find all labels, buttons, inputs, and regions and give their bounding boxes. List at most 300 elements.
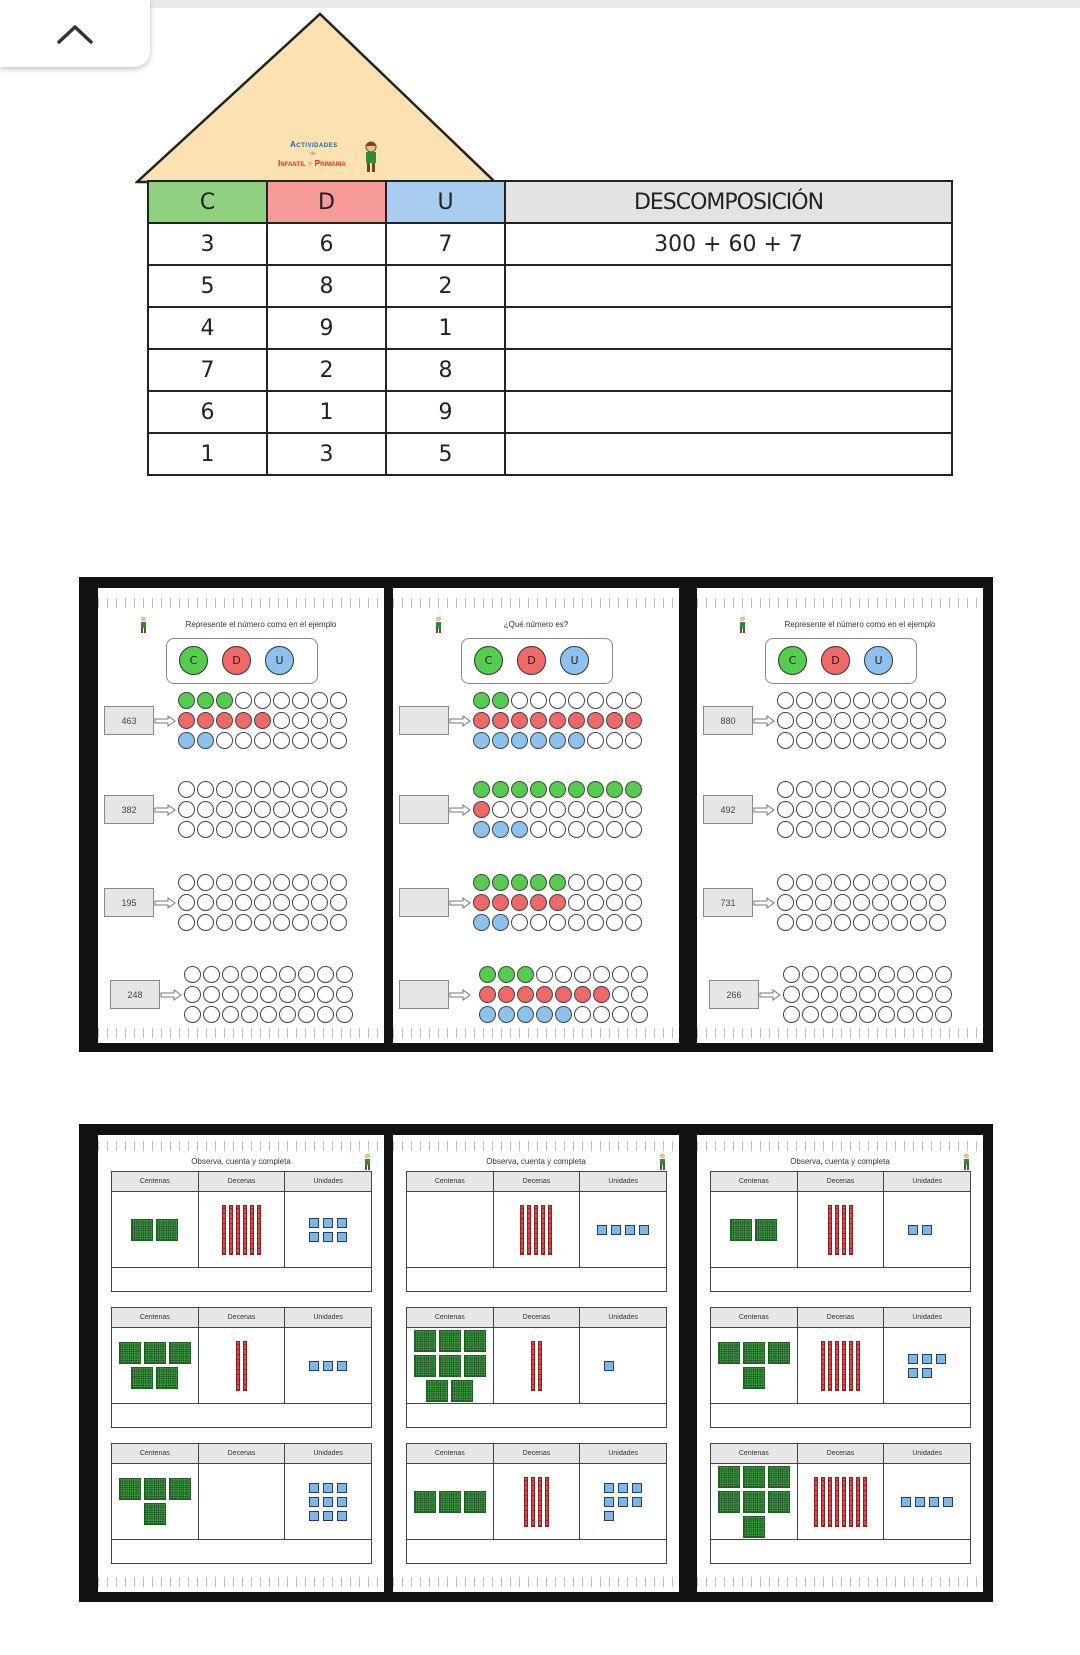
bead[interactable] — [891, 801, 908, 818]
bead[interactable] — [216, 801, 233, 818]
bead[interactable] — [260, 966, 277, 983]
bead[interactable] — [568, 914, 585, 931]
answer-cell[interactable] — [407, 1268, 667, 1292]
bead[interactable] — [612, 1006, 629, 1023]
bead[interactable] — [530, 781, 547, 798]
bead[interactable] — [216, 821, 233, 838]
bead[interactable] — [254, 894, 271, 911]
bead[interactable] — [197, 914, 214, 931]
bead[interactable] — [222, 966, 239, 983]
bead[interactable] — [625, 874, 642, 891]
bead[interactable] — [273, 894, 290, 911]
bead[interactable] — [222, 1006, 239, 1023]
bead[interactable] — [511, 874, 528, 891]
bead[interactable] — [834, 874, 851, 891]
bead[interactable] — [840, 986, 857, 1003]
bead[interactable] — [549, 821, 566, 838]
bead[interactable] — [235, 914, 252, 931]
bead[interactable] — [530, 692, 547, 709]
bead[interactable] — [549, 712, 566, 729]
bead[interactable] — [587, 801, 604, 818]
bead[interactable] — [292, 914, 309, 931]
bead[interactable] — [235, 874, 252, 891]
bead[interactable] — [241, 1006, 258, 1023]
bead[interactable] — [549, 894, 566, 911]
bead[interactable] — [273, 821, 290, 838]
bead[interactable] — [834, 712, 851, 729]
bead[interactable] — [777, 874, 794, 891]
bead[interactable] — [311, 692, 328, 709]
bead[interactable] — [815, 781, 832, 798]
bead[interactable] — [479, 966, 496, 983]
bead[interactable] — [859, 986, 876, 1003]
bead[interactable] — [549, 692, 566, 709]
bead[interactable] — [298, 986, 315, 1003]
bead[interactable] — [568, 781, 585, 798]
bead[interactable] — [834, 914, 851, 931]
bead[interactable] — [336, 966, 353, 983]
number-box[interactable]: 492 — [703, 795, 753, 824]
bead[interactable] — [178, 821, 195, 838]
bead[interactable] — [292, 801, 309, 818]
cell-descomposicion[interactable]: 300 + 60 + 7 — [505, 223, 952, 265]
bead[interactable] — [549, 874, 566, 891]
number-box[interactable] — [399, 706, 449, 735]
bead[interactable] — [536, 1006, 553, 1023]
bead[interactable] — [796, 732, 813, 749]
bead[interactable] — [802, 986, 819, 1003]
bead[interactable] — [197, 821, 214, 838]
bead[interactable] — [254, 712, 271, 729]
bead[interactable] — [197, 874, 214, 891]
bead[interactable] — [872, 874, 889, 891]
bead[interactable] — [511, 914, 528, 931]
bead[interactable] — [872, 781, 889, 798]
bead[interactable] — [872, 894, 889, 911]
bead[interactable] — [317, 966, 334, 983]
cell-descomposicion[interactable] — [505, 349, 952, 391]
bead[interactable] — [197, 732, 214, 749]
answer-cell[interactable] — [407, 1404, 667, 1428]
bead[interactable] — [203, 1006, 220, 1023]
bead[interactable] — [606, 821, 623, 838]
bead[interactable] — [216, 712, 233, 729]
bead[interactable] — [929, 874, 946, 891]
bead[interactable] — [910, 781, 927, 798]
bead[interactable] — [853, 821, 870, 838]
bead[interactable] — [910, 801, 927, 818]
bead[interactable] — [815, 821, 832, 838]
answer-cell[interactable] — [112, 1404, 372, 1428]
bead[interactable] — [298, 966, 315, 983]
bead[interactable] — [330, 894, 347, 911]
bead[interactable] — [203, 966, 220, 983]
bead[interactable] — [606, 894, 623, 911]
bead[interactable] — [891, 692, 908, 709]
bead[interactable] — [511, 821, 528, 838]
bead[interactable] — [330, 712, 347, 729]
bead[interactable] — [279, 986, 296, 1003]
bead[interactable] — [254, 914, 271, 931]
bead[interactable] — [796, 914, 813, 931]
bead[interactable] — [530, 914, 547, 931]
bead[interactable] — [555, 1006, 572, 1023]
bead[interactable] — [197, 712, 214, 729]
bead[interactable] — [568, 894, 585, 911]
bead[interactable] — [292, 894, 309, 911]
bead[interactable] — [587, 874, 604, 891]
bead[interactable] — [891, 894, 908, 911]
bead[interactable] — [606, 692, 623, 709]
bead[interactable] — [802, 1006, 819, 1023]
bead[interactable] — [235, 712, 252, 729]
bead[interactable] — [631, 986, 648, 1003]
answer-cell[interactable] — [711, 1540, 971, 1564]
bead[interactable] — [853, 914, 870, 931]
bead[interactable] — [492, 821, 509, 838]
bead[interactable] — [796, 821, 813, 838]
bead[interactable] — [178, 894, 195, 911]
bead[interactable] — [517, 986, 534, 1003]
bead[interactable] — [878, 986, 895, 1003]
bead[interactable] — [929, 801, 946, 818]
bead[interactable] — [929, 821, 946, 838]
bead[interactable] — [298, 1006, 315, 1023]
bead[interactable] — [916, 1006, 933, 1023]
bead[interactable] — [891, 732, 908, 749]
bead[interactable] — [910, 692, 927, 709]
bead[interactable] — [216, 894, 233, 911]
bead[interactable] — [511, 781, 528, 798]
bead[interactable] — [178, 692, 195, 709]
bead[interactable] — [631, 1006, 648, 1023]
bead[interactable] — [853, 894, 870, 911]
number-box[interactable]: 195 — [104, 888, 154, 917]
bead[interactable] — [859, 966, 876, 983]
bead[interactable] — [511, 801, 528, 818]
bead[interactable] — [549, 801, 566, 818]
bead[interactable] — [292, 712, 309, 729]
answer-cell[interactable] — [407, 1540, 667, 1564]
bead[interactable] — [574, 1006, 591, 1023]
bead[interactable] — [783, 986, 800, 1003]
number-box[interactable]: 266 — [709, 980, 759, 1009]
bead[interactable] — [498, 1006, 515, 1023]
bead[interactable] — [336, 1006, 353, 1023]
bead[interactable] — [593, 1006, 610, 1023]
bead[interactable] — [254, 874, 271, 891]
bead[interactable] — [292, 874, 309, 891]
bead[interactable] — [821, 966, 838, 983]
bead[interactable] — [555, 966, 572, 983]
bead[interactable] — [625, 781, 642, 798]
bead[interactable] — [317, 1006, 334, 1023]
bead[interactable] — [568, 874, 585, 891]
bead[interactable] — [330, 874, 347, 891]
bead[interactable] — [625, 712, 642, 729]
bead[interactable] — [910, 874, 927, 891]
bead[interactable] — [587, 914, 604, 931]
bead[interactable] — [891, 712, 908, 729]
bead[interactable] — [203, 986, 220, 1003]
number-box[interactable]: 880 — [703, 706, 753, 735]
bead[interactable] — [530, 894, 547, 911]
bead[interactable] — [555, 986, 572, 1003]
cell-descomposicion[interactable] — [505, 265, 952, 307]
bead[interactable] — [568, 821, 585, 838]
bead[interactable] — [625, 894, 642, 911]
bead[interactable] — [178, 801, 195, 818]
bead[interactable] — [840, 966, 857, 983]
bead[interactable] — [929, 712, 946, 729]
bead[interactable] — [492, 732, 509, 749]
number-box[interactable] — [399, 795, 449, 824]
bead[interactable] — [216, 914, 233, 931]
bead[interactable] — [777, 821, 794, 838]
bead[interactable] — [606, 732, 623, 749]
bead[interactable] — [292, 781, 309, 798]
bead[interactable] — [929, 894, 946, 911]
bead[interactable] — [834, 781, 851, 798]
bead[interactable] — [473, 712, 490, 729]
bead[interactable] — [587, 894, 604, 911]
bead[interactable] — [511, 732, 528, 749]
bead[interactable] — [241, 966, 258, 983]
number-box[interactable]: 248 — [110, 980, 160, 1009]
bead[interactable] — [254, 692, 271, 709]
bead[interactable] — [593, 986, 610, 1003]
bead[interactable] — [536, 966, 553, 983]
bead[interactable] — [517, 1006, 534, 1023]
bead[interactable] — [260, 1006, 277, 1023]
bead[interactable] — [872, 821, 889, 838]
cell-descomposicion[interactable] — [505, 433, 952, 475]
answer-cell[interactable] — [711, 1404, 971, 1428]
bead[interactable] — [216, 781, 233, 798]
bead[interactable] — [802, 966, 819, 983]
bead[interactable] — [815, 732, 832, 749]
bead[interactable] — [292, 732, 309, 749]
bead[interactable] — [511, 894, 528, 911]
bead[interactable] — [311, 801, 328, 818]
bead[interactable] — [929, 692, 946, 709]
bead[interactable] — [311, 874, 328, 891]
bead[interactable] — [916, 986, 933, 1003]
bead[interactable] — [796, 692, 813, 709]
bead[interactable] — [568, 801, 585, 818]
bead[interactable] — [878, 1006, 895, 1023]
bead[interactable] — [197, 894, 214, 911]
bead[interactable] — [568, 692, 585, 709]
bead[interactable] — [910, 732, 927, 749]
bead[interactable] — [254, 732, 271, 749]
bead[interactable] — [840, 1006, 857, 1023]
bead[interactable] — [891, 874, 908, 891]
bead[interactable] — [178, 914, 195, 931]
bead[interactable] — [897, 1006, 914, 1023]
bead[interactable] — [897, 986, 914, 1003]
bead[interactable] — [254, 821, 271, 838]
bead[interactable] — [216, 732, 233, 749]
bead[interactable] — [279, 966, 296, 983]
bead[interactable] — [530, 732, 547, 749]
bead[interactable] — [897, 966, 914, 983]
bead[interactable] — [549, 781, 566, 798]
bead[interactable] — [935, 986, 952, 1003]
bead[interactable] — [178, 781, 195, 798]
number-box[interactable]: 731 — [703, 888, 753, 917]
bead[interactable] — [254, 801, 271, 818]
bead[interactable] — [796, 801, 813, 818]
bead[interactable] — [859, 1006, 876, 1023]
bead[interactable] — [473, 801, 490, 818]
bead[interactable] — [853, 732, 870, 749]
bead[interactable] — [606, 712, 623, 729]
bead[interactable] — [235, 894, 252, 911]
bead[interactable] — [631, 966, 648, 983]
bead[interactable] — [815, 692, 832, 709]
bead[interactable] — [587, 732, 604, 749]
cell-descomposicion[interactable] — [505, 307, 952, 349]
bead[interactable] — [184, 986, 201, 1003]
bead[interactable] — [492, 914, 509, 931]
bead[interactable] — [530, 801, 547, 818]
bead[interactable] — [929, 914, 946, 931]
number-box[interactable]: 463 — [104, 706, 154, 735]
bead[interactable] — [336, 986, 353, 1003]
bead[interactable] — [593, 966, 610, 983]
bead[interactable] — [834, 732, 851, 749]
bead[interactable] — [492, 894, 509, 911]
bead[interactable] — [492, 801, 509, 818]
bead[interactable] — [853, 692, 870, 709]
bead[interactable] — [178, 732, 195, 749]
bead[interactable] — [891, 821, 908, 838]
bead[interactable] — [574, 966, 591, 983]
bead[interactable] — [796, 874, 813, 891]
bead[interactable] — [625, 732, 642, 749]
bead[interactable] — [273, 801, 290, 818]
bead[interactable] — [178, 874, 195, 891]
bead[interactable] — [777, 692, 794, 709]
number-box[interactable] — [399, 888, 449, 917]
bead[interactable] — [834, 692, 851, 709]
bead[interactable] — [492, 781, 509, 798]
bead[interactable] — [216, 692, 233, 709]
bead[interactable] — [178, 712, 195, 729]
bead[interactable] — [587, 712, 604, 729]
bead[interactable] — [606, 914, 623, 931]
bead[interactable] — [241, 986, 258, 1003]
bead[interactable] — [821, 1006, 838, 1023]
bead[interactable] — [292, 821, 309, 838]
bead[interactable] — [796, 894, 813, 911]
bead[interactable] — [498, 966, 515, 983]
bead[interactable] — [777, 781, 794, 798]
bead[interactable] — [853, 712, 870, 729]
bead[interactable] — [197, 801, 214, 818]
bead[interactable] — [872, 801, 889, 818]
bead[interactable] — [273, 781, 290, 798]
bead[interactable] — [568, 732, 585, 749]
bead[interactable] — [606, 801, 623, 818]
answer-cell[interactable] — [112, 1268, 372, 1292]
bead[interactable] — [777, 732, 794, 749]
bead[interactable] — [916, 966, 933, 983]
bead[interactable] — [872, 712, 889, 729]
bead[interactable] — [821, 986, 838, 1003]
bead[interactable] — [853, 801, 870, 818]
bead[interactable] — [612, 966, 629, 983]
bead[interactable] — [625, 692, 642, 709]
bead[interactable] — [910, 712, 927, 729]
bead[interactable] — [273, 874, 290, 891]
bead[interactable] — [834, 801, 851, 818]
bead[interactable] — [330, 801, 347, 818]
bead[interactable] — [330, 781, 347, 798]
bead[interactable] — [796, 781, 813, 798]
bead[interactable] — [891, 914, 908, 931]
bead[interactable] — [311, 894, 328, 911]
bead[interactable] — [479, 1006, 496, 1023]
bead[interactable] — [530, 712, 547, 729]
bead[interactable] — [311, 821, 328, 838]
bead[interactable] — [815, 914, 832, 931]
bead[interactable] — [492, 692, 509, 709]
bead[interactable] — [292, 692, 309, 709]
bead[interactable] — [777, 801, 794, 818]
bead[interactable] — [625, 801, 642, 818]
cell-descomposicion[interactable] — [505, 391, 952, 433]
bead[interactable] — [853, 874, 870, 891]
bead[interactable] — [473, 894, 490, 911]
bead[interactable] — [473, 821, 490, 838]
bead[interactable] — [834, 894, 851, 911]
bead[interactable] — [216, 874, 233, 891]
bead[interactable] — [910, 821, 927, 838]
bead[interactable] — [606, 874, 623, 891]
bead[interactable] — [222, 986, 239, 1003]
bead[interactable] — [625, 914, 642, 931]
bead[interactable] — [783, 966, 800, 983]
bead[interactable] — [815, 874, 832, 891]
bead[interactable] — [473, 781, 490, 798]
number-box[interactable] — [399, 980, 449, 1009]
bead[interactable] — [530, 874, 547, 891]
number-box[interactable]: 382 — [104, 795, 154, 824]
bead[interactable] — [197, 692, 214, 709]
bead[interactable] — [935, 1006, 952, 1023]
bead[interactable] — [311, 781, 328, 798]
bead[interactable] — [473, 874, 490, 891]
bead[interactable] — [815, 801, 832, 818]
bead[interactable] — [184, 1006, 201, 1023]
bead[interactable] — [530, 821, 547, 838]
bead[interactable] — [574, 986, 591, 1003]
bead[interactable] — [568, 712, 585, 729]
bead[interactable] — [235, 732, 252, 749]
answer-cell[interactable] — [711, 1268, 971, 1292]
bead[interactable] — [330, 692, 347, 709]
bead[interactable] — [260, 986, 277, 1003]
bead[interactable] — [929, 781, 946, 798]
bead[interactable] — [473, 692, 490, 709]
bead[interactable] — [587, 692, 604, 709]
bead[interactable] — [235, 821, 252, 838]
bead[interactable] — [511, 692, 528, 709]
bead[interactable] — [511, 712, 528, 729]
bead[interactable] — [777, 914, 794, 931]
